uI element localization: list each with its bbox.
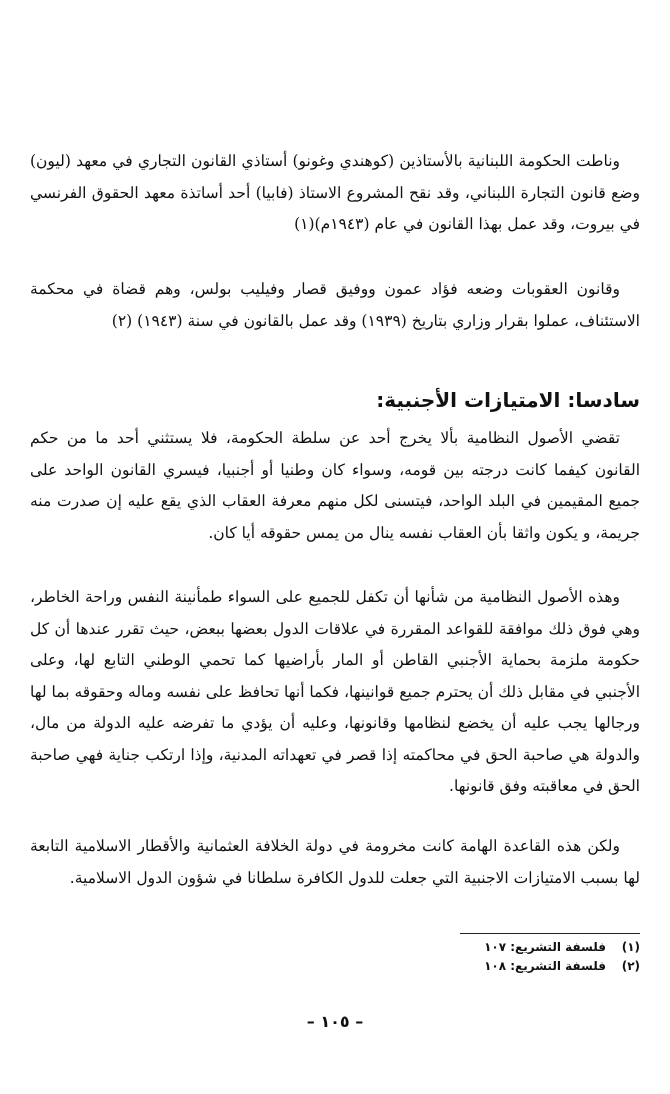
section-heading: سادسا: الامتيازات الأجنبية: [376,388,640,412]
paragraph-penal-code: وقانون العقوبات وضعه فؤاد عمون ووفيق قصار وفيليب بولس، وهم قضاة في محكمة الاستئناف، عملوا بقرار وزاري بتاريخ (١٩٣٩) وقد عمل بالقانون في سنة (١٩٤٣) (٢) [30,280,640,330]
footnote-2 [340,957,640,975]
footnote-1-text: فلسفة التشريع: ١٠٧ [484,940,606,954]
footnote-2-text: فلسفة التشريع: ١٠٨ [484,959,606,973]
footnote-2-number: (٢) [621,959,640,973]
footnote-divider [460,933,640,934]
paragraph-lebanese-commercial-law: وناطت الحكومة اللبنانية بالأستاذين (كوهندي وغونو) أستاذي القانون التجاري في معهد (ليون) وضع قانون التجارة اللبناني، وقد نقح المشروع الاستاذ (فابيا) أحد أساتذة معهد الحقوق الفرنسي في بيروت، وقد عمل بهذا القانون في عام (١٩٤٣م)(١) [30,152,640,233]
footnote-1 [340,938,640,956]
paragraph-legal-principles: تقضي الأصول النظامية بألا يخرج أحد عن سلطة الحكومة، فلا يستثني أحد ما من حكم القانون كيفما كانت درجته بين قومه، وسواء كان وطنيا أو أجنبيا، فيسري القانون الواحد على جميع المقيمين في البلد الواحد، فيتسنى لكل منهم معرفة العقاب الذي يقع عليه إن صدرت منه جريمة، و يكون واثقا بأن العقاب نفسه ينال من يمس حقوقه أيا كان. [30,429,640,542]
paragraph-foreign-privileges: ولكن هذه القاعدة الهامة كانت مخرومة في دولة الخلافة العثمانية والأقطار الاسلامية التابعة لها بسبب الامتيازات الاجنبية التي جعلت للدول الكافرة سلطانا في شؤون الدول الاسلامية. [30,837,640,887]
footnote-1-number: (١) [621,940,640,954]
page-number: – ١٠٥ – [306,1012,364,1031]
paragraph-state-relations: وهذه الأصول النظامية من شأنها أن تكفل للجميع على السواء طمأنينة النفس وراحة الخاطر، وهي فوق ذلك موافقة للقواعد المقررة في علاقات الدول بعضها ببعض، حيث تقرر عندها أن كل حكومة ملزمة بحماية الأجنبي القاطن أو المار بأراضيها كما تحمي الوطني التابع لها، وعلى الأجنبي في مقابل ذلك أن يحترم جميع قوانينها، فكما أنها تحافظ على نفسه وماله وحقوقه بما لها ورجالها يجب عليه أن يخضع لنظامها وقانونها، وعليه أن يؤدي ما تفرضه عليه الدولة من مال، والدولة هي صاحبة الحق في محاكمته إذا قصر في تعهداته المدنية، وإذا ارتكب جناية فهي صاحبة الحق في معاقبته وفق قانونها. [30,588,640,795]
